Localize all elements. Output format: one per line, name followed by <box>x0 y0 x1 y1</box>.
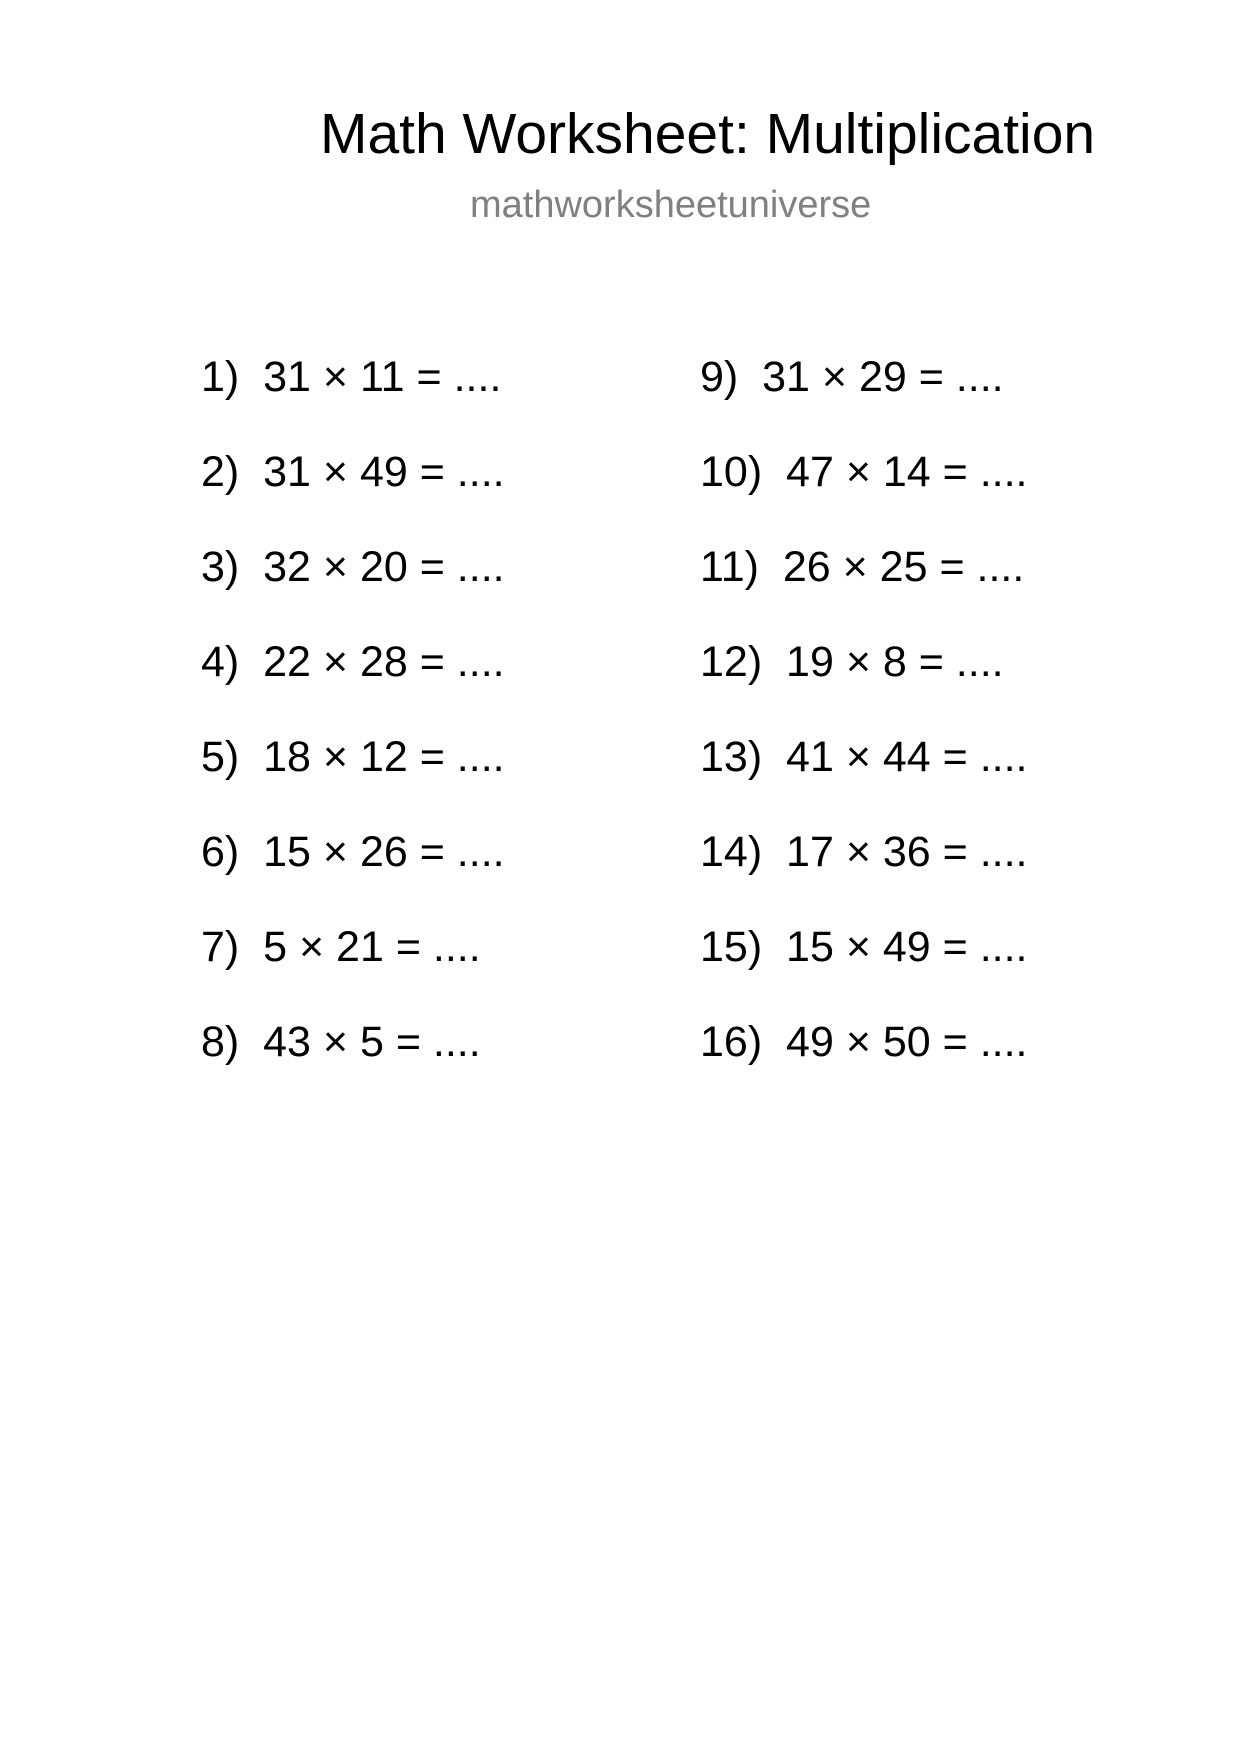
problem-3: 3) 32 × 20 = .... <box>201 543 505 591</box>
problems-column-left <box>201 352 505 1112</box>
problem-13: 13) 41 × 44 = .... <box>700 733 1028 781</box>
worksheet-subtitle: mathworksheetuniverse <box>470 184 872 226</box>
problem-5: 5) 18 × 12 = .... <box>201 733 505 781</box>
problem-15: 15) 15 × 49 = .... <box>700 923 1028 971</box>
problem-11: 11) 26 × 25 = .... <box>700 543 1025 591</box>
problem-4: 4) 22 × 28 = .... <box>201 638 505 686</box>
problem-16: 16) 49 × 50 = .... <box>700 1018 1028 1066</box>
problem-7: 7) 5 × 21 = .... <box>201 923 481 971</box>
problem-10: 10) 47 × 14 = .... <box>700 448 1028 496</box>
problem-8: 8) 43 × 5 = .... <box>201 1018 481 1066</box>
problem-2: 2) 31 × 49 = .... <box>201 448 505 496</box>
problem-12: 12) 19 × 8 = .... <box>700 638 1004 686</box>
problem-14: 14) 17 × 36 = .... <box>700 828 1028 876</box>
problem-1: 1) 31 × 11 = .... <box>201 353 502 401</box>
problems-column-right <box>700 352 1028 1112</box>
problem-9: 9) 31 × 29 = .... <box>700 353 1004 401</box>
problem-6: 6) 15 × 26 = .... <box>201 828 505 876</box>
worksheet-title: Math Worksheet: Multiplication <box>320 102 1096 166</box>
